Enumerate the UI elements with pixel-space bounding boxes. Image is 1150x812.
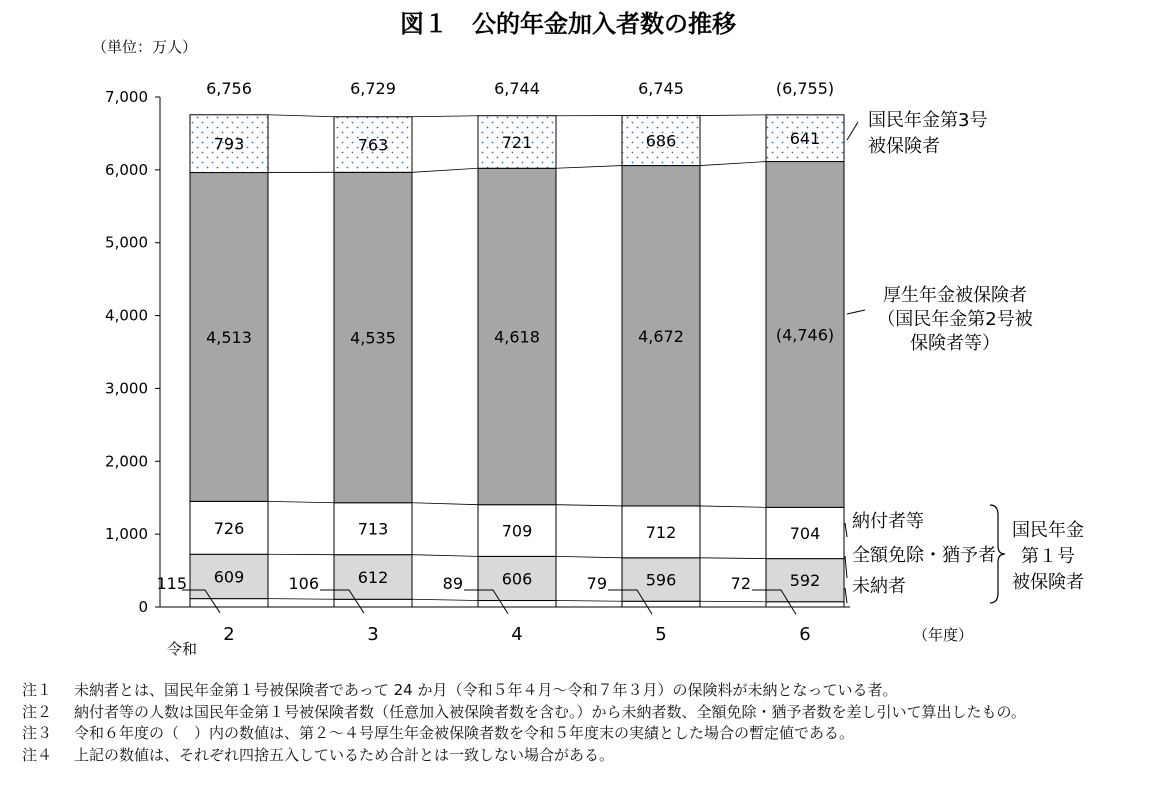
- series-annotation: 納付者等: [852, 511, 924, 532]
- data-label: 115: [156, 574, 187, 593]
- annotation-leader-line: [845, 523, 847, 537]
- data-label: 592: [789, 571, 821, 591]
- note-id: 注３: [22, 724, 53, 742]
- x-tick-label: 2: [223, 624, 235, 645]
- y-tick-label: 5,000: [105, 233, 148, 252]
- x-tick-label: 3: [367, 624, 379, 645]
- data-label: 641: [789, 129, 821, 149]
- annotation-leader-line: [845, 588, 847, 603]
- data-label: 793: [213, 134, 245, 154]
- connector-line: [556, 166, 622, 169]
- note-item: [22, 723, 1132, 745]
- note-text: 未納者とは、国民年金第１号被保険者であって 24 か月（令和５年４月～令和７年３月）の保険料が未納となっている者。: [74, 681, 898, 699]
- series-annotation: 国民年金第3号: [868, 110, 988, 131]
- y-tick-label: 1,000: [105, 525, 148, 544]
- y-tick-label: 2,000: [105, 452, 148, 471]
- series-annotation: 厚生年金被保険者: [883, 285, 1027, 306]
- x-tick-label: 4: [511, 624, 523, 645]
- series-annotation: （国民年金第2号被: [877, 309, 1033, 330]
- note-id: 注２: [22, 702, 53, 721]
- note-text: 納付者等の人数は国民年金第１号被保険者数（任意加入被保険者数を含む。）から未納者数、全額免除・猶予者数を差し引いて算出したもの。: [74, 702, 1026, 721]
- group-label: 国民年金: [1012, 520, 1084, 541]
- connector-line: [556, 556, 622, 557]
- series-annotation: 全額免除・猶予者: [852, 545, 996, 566]
- annotation-leader-line: [845, 556, 847, 578]
- annotation-leader-line: [847, 122, 858, 140]
- y-tick-label: 7,000: [105, 88, 148, 106]
- data-label: 721: [501, 132, 533, 152]
- bar-segment: [334, 599, 412, 607]
- group-label: 第１号: [1021, 546, 1075, 567]
- connector-line: [700, 115, 766, 116]
- data-label: 4,513: [206, 327, 252, 347]
- connector-line: [556, 601, 622, 602]
- note-id: 注１: [22, 681, 53, 699]
- connector-line: [412, 503, 478, 505]
- series-annotations: [845, 109, 1084, 603]
- y-tick-label: 0: [138, 598, 148, 616]
- group-label: 被保険者: [1012, 572, 1084, 593]
- data-label: 89: [442, 574, 463, 593]
- data-label: 609: [213, 567, 245, 587]
- data-label: (4,746): [775, 325, 835, 345]
- unit-label: （単位：万人）: [92, 38, 198, 56]
- y-tick-label: 3,000: [105, 379, 148, 398]
- connector-line: [700, 558, 766, 559]
- total-label: 6,745: [638, 79, 684, 98]
- annotation-leader-line: [847, 310, 865, 314]
- data-label: 596: [645, 570, 677, 590]
- x-prefix-label: 令和: [167, 640, 198, 658]
- connector-line: [412, 555, 478, 557]
- x-tick-label: 6: [799, 624, 811, 645]
- data-label: 72: [730, 574, 751, 593]
- bar-segment: [190, 599, 268, 607]
- connector-line: [268, 115, 334, 117]
- bar-segment: [478, 601, 556, 607]
- total-label: 6,729: [350, 79, 396, 98]
- note-text: 上記の数値は、それぞれ四捨五入しているため合計とは一致しない場合がある。: [74, 745, 615, 764]
- data-label: 712: [645, 522, 677, 542]
- x-tick-label: 5: [655, 624, 667, 645]
- data-label: 713: [357, 519, 389, 539]
- note-item: [22, 702, 1132, 724]
- total-label: (6,755): [775, 79, 835, 98]
- connector-line: [268, 599, 334, 600]
- data-label: 79: [586, 574, 607, 593]
- data-label: 606: [501, 569, 533, 589]
- connector-line: [412, 168, 478, 172]
- data-label: 763: [357, 135, 389, 155]
- data-label: 612: [357, 567, 389, 587]
- series-annotation: 未納者: [852, 576, 906, 597]
- note-id: 注４: [22, 745, 53, 764]
- data-label: 4,535: [350, 328, 396, 348]
- data-label: 4,672: [638, 326, 684, 346]
- data-label: 686: [645, 131, 677, 151]
- note-item: [22, 680, 1132, 702]
- connector-line: [268, 501, 334, 502]
- connector-line: [700, 601, 766, 602]
- chart-title: 図１ 公的年金加入者数の推移: [400, 10, 736, 38]
- series-annotation: 被保険者: [868, 136, 940, 157]
- connector-line: [412, 116, 478, 117]
- bar-segment: [766, 602, 844, 607]
- y-tick-label: 4,000: [105, 306, 148, 325]
- connector-line: [412, 599, 478, 600]
- data-label: 4,618: [494, 327, 540, 347]
- connector-line: [556, 505, 622, 506]
- total-label: 6,756: [206, 79, 252, 98]
- note-item: [22, 745, 1132, 767]
- y-tick-label: 6,000: [105, 160, 148, 179]
- data-label: 704: [789, 523, 821, 543]
- notes: [22, 680, 1132, 766]
- data-label: 726: [213, 518, 245, 538]
- data-label: 106: [288, 574, 319, 593]
- total-label: 6,744: [494, 79, 540, 98]
- data-label: 709: [501, 521, 533, 541]
- series-annotation: 保険者等）: [910, 333, 1000, 354]
- connector-line: [700, 162, 766, 166]
- bar-segment: [622, 601, 700, 607]
- note-text: 令和６年度の（ ）内の数値は、第２～４号厚生年金被保険者数を令和５年度末の実績とした場合の暫定値である。: [74, 724, 855, 742]
- connector-line: [700, 506, 766, 507]
- x-unit-label: （年度）: [913, 626, 974, 644]
